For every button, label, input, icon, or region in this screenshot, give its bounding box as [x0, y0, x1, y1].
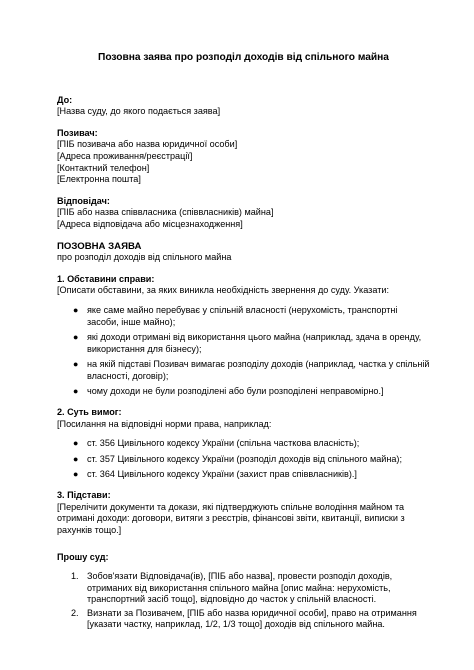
defendant-name-placeholder: [ПІБ або назва співвласника (співвласників) майна]: [57, 207, 274, 218]
list-item-line: отриманих від використання спільного майна [опис майна: нерухомість,: [87, 582, 391, 593]
list-item: [57, 305, 430, 328]
list-item: [57, 608, 430, 631]
list-item-line: на якій підставі Позивач вимагає розподілу доходів (наприклад, частка у спільній: [87, 359, 430, 370]
claim-heading-block: [57, 241, 430, 264]
section-claims: [57, 407, 430, 481]
court-block: [57, 95, 430, 118]
plaintiff-label: Позивач:: [57, 127, 98, 138]
plaintiff-name-placeholder: [ПІБ позивача або назва юридичної особи]: [57, 139, 238, 150]
list-item-line: ст. 357 Цивільного кодексу України (розподіл доходів від спільного майна);: [87, 453, 402, 464]
court-label: До:: [57, 94, 73, 105]
list-item-line: які доходи отримані від використання цього майна (наприклад, здача в оренду,: [87, 332, 422, 343]
list-item-line: чому доходи не були розподілені або були розподілені неправомірно.]: [87, 386, 384, 397]
section-grounds-line: [Перелічити документи та докази, які підтверджують спільне володіння майном та: [57, 501, 405, 512]
bullet-icon: ●: [73, 438, 79, 449]
list-item: [57, 454, 430, 466]
bullet-icon: ●: [73, 453, 79, 464]
list-item: [57, 469, 430, 481]
document-title: Позовна заява про розподіл доходів від спільного майна: [98, 52, 389, 63]
list-item-line: транспортний засіб тощо], відповідно до часток у спільній власності.: [87, 594, 377, 605]
defendant-address-placeholder: [Адреса відповідача або місцезнаходження]: [57, 218, 243, 229]
list-item-line: використання для бізнесу);: [87, 343, 202, 354]
list-item-line: [указати частку, наприклад, 1/2, 1/3 тощо] доходів від спільного майна.: [87, 619, 385, 630]
plaintiff-address-placeholder: [Адреса проживання/реєстрації]: [57, 150, 193, 161]
bullet-icon: ●: [73, 304, 79, 315]
bullet-icon: ●: [73, 386, 79, 397]
section-grounds: [57, 490, 430, 536]
list-item: [57, 386, 430, 398]
request-list: [57, 571, 430, 631]
list-item: [57, 359, 430, 382]
section-circumstances-intro: [Описати обставини, за яких виникла необхідність звернення до суду. Указати:: [57, 285, 389, 296]
claim-heading: ПОЗОВНА ЗАЯВА: [57, 240, 142, 252]
list-item-line: власності, договір);: [87, 370, 169, 381]
court-name-placeholder: [Назва суду, до якого подається заява]: [57, 106, 221, 117]
plaintiff-phone-placeholder: [Контактний телефон]: [57, 162, 150, 173]
list-item: [57, 438, 430, 450]
claim-subheading: про розподіл доходів від спільного майна: [57, 252, 232, 263]
list-item: [57, 332, 430, 355]
list-item-line: засоби, інше майно);: [87, 316, 176, 327]
defendant-block: [57, 196, 430, 231]
bullet-icon: ●: [73, 469, 79, 480]
list-item-line: ст. 356 Цивільного кодексу України (спільна часткова власність);: [87, 438, 360, 449]
plaintiff-email-placeholder: [Електронна пошта]: [57, 174, 141, 185]
defendant-label: Відповідач:: [57, 195, 110, 206]
list-item-number: 2.: [71, 607, 79, 618]
section-claims-title: 2. Суть вимог:: [57, 407, 122, 418]
section-circumstances: [57, 274, 430, 398]
list-item-line: Визнати за Позивачем, [ПІБ або назва юридичної особи], право на отримання: [87, 607, 417, 618]
list-item-line: ст. 364 Цивільного кодексу України (захист прав співвласників).]: [87, 469, 357, 480]
list-item-line: Зобов'язати Відповідача(ів), [ПІБ або назва], провести розподіл доходів,: [87, 571, 393, 581]
list-item: [57, 571, 430, 606]
section-grounds-title: 3. Підстави:: [57, 490, 111, 501]
section-request-title: Прошу суд:: [57, 552, 109, 563]
claims-list: [57, 438, 430, 481]
circumstances-list: [57, 305, 430, 398]
list-item-number: 1.: [71, 571, 79, 581]
section-claims-intro: [Посилання на відповідні норми права, наприклад:: [57, 418, 272, 429]
section-grounds-line: отримані доходи: договори, витяги з реєстрів, фінансові звіти, квитанції, виписки з: [57, 513, 405, 524]
plaintiff-block: [57, 128, 430, 186]
section-circumstances-title: 1. Обставини справи:: [57, 273, 155, 284]
bullet-icon: ●: [73, 332, 79, 343]
bullet-icon: ●: [73, 359, 79, 370]
section-request: [57, 552, 430, 631]
list-item-line: яке саме майно перебуває у спільній власності (нерухомість, транспортні: [87, 304, 398, 315]
section-grounds-line: рахунків тощо.]: [57, 524, 122, 535]
